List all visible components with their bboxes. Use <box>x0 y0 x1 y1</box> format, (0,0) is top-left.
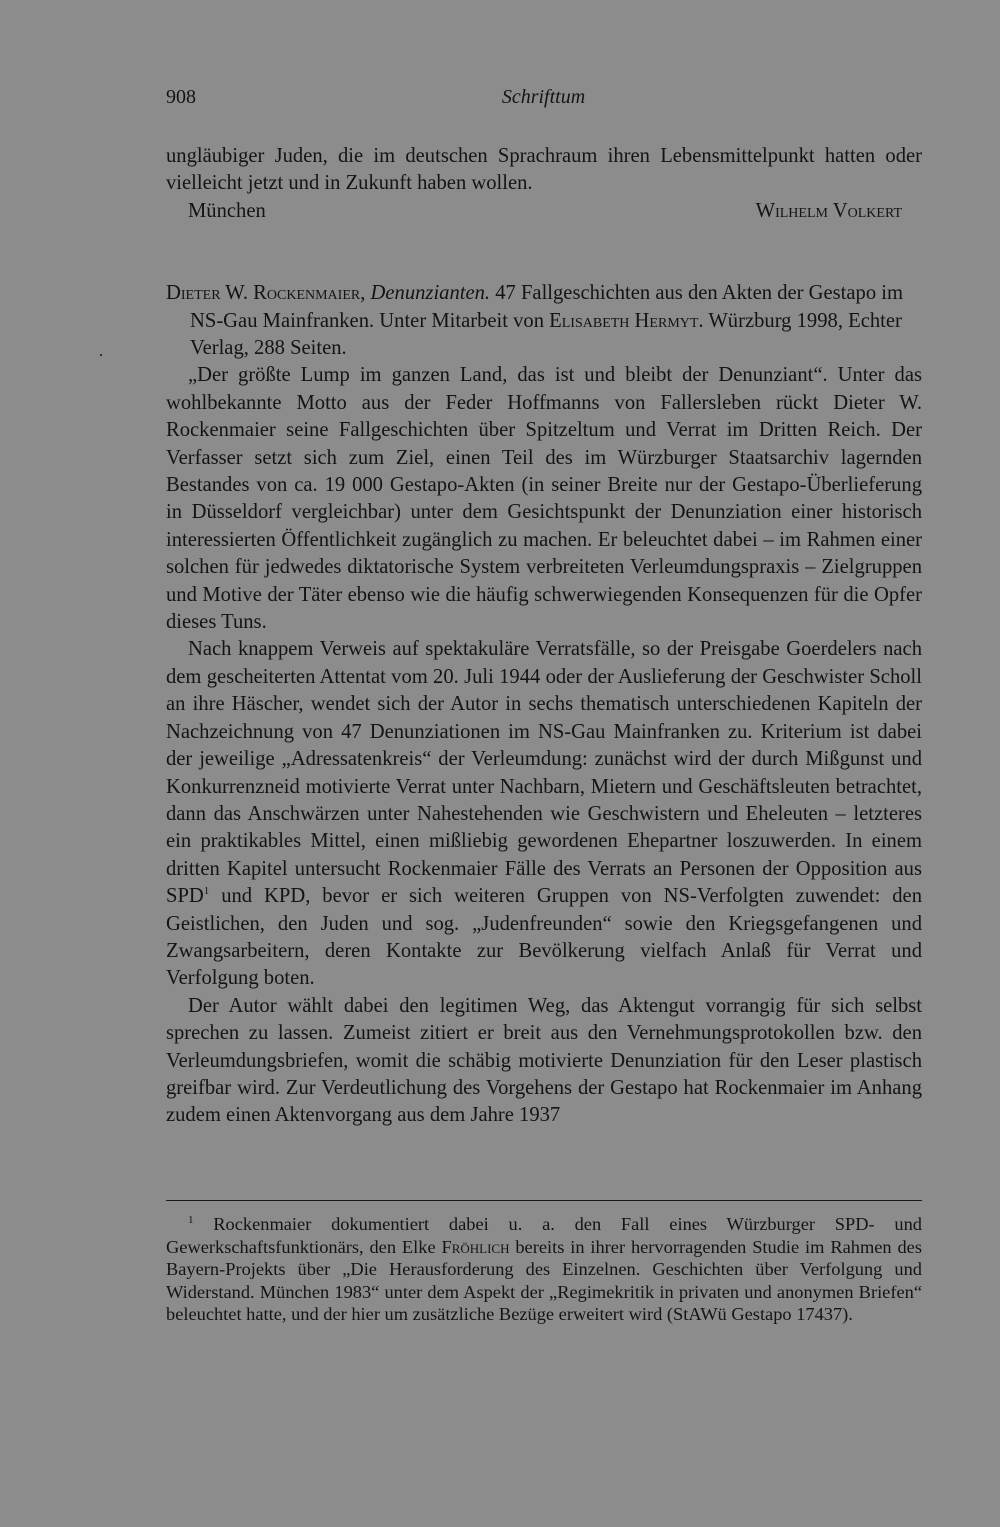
paragraph-2-part-2: und KPD, bevor er sich weiteren Gruppen von NS-Verfolgten zuwendet: den Geistlichen, den Juden und sog. „Judenfreunden“ sowie den Kriegsgefangenen und Zwangsarbeitern, deren Kontakte zur Bevölkerung vielfach Anlaß für Verrat und Verfolgung boten. <box>166 885 922 990</box>
previous-review-ending: ungläubiger Juden, die im deutschen Sprachraum ihren Lebensmittelpunkt hatten oder vielleicht jetzt und in Zukunft haben wollen. <box>166 145 922 195</box>
footnote <box>166 1213 922 1326</box>
signature-reviewer: Wilhelm Volkert <box>755 199 902 222</box>
main-text <box>166 143 922 1130</box>
footnote-mark: 1 <box>188 1213 194 1226</box>
book-author: Dieter W. Rockenmaier, <box>166 282 366 305</box>
footnote-text-1: Rockenmaier dokumentiert dabei u. a. den Fall eines Würzburger SPD- und Gewerkschaftsfunktionärs, den Elke <box>166 1214 922 1257</box>
review-signature <box>166 198 922 225</box>
book-title: Denunzianten. <box>370 282 491 305</box>
running-header <box>166 86 921 116</box>
paragraph-2 <box>166 636 922 992</box>
paragraph-1: „Der größte Lump im ganzen Land, das ist und bleibt der Denunziant“. Unter das wohlbekannte Motto aus der Feder Hoffmanns von Fallersleben rückt Dieter W. Rockenmaier seine Fallgeschichten über Spitzeltum und Verrat im Dritten Reich. Der Verfasser setzt sich zum Ziel, einen Teil des im Würzburger Staatsarchiv lagernden Bestandes von ca. 19 000 Gestapo-Akten (in seiner Breite nur der Gestapo-Überlieferung in Düsseldorf vergleichbar) unter dem Gesichtspunkt der Denunziation einer historisch interessierten Öffentlichkeit zugänglich zu machen. Er beleuchtet dabei – im Rahmen einer solchen für jedwedes diktatorische System verbreiteten Verleumdungspraxis – Zielgruppen und Motive der Täter ebenso wie die häufig schwerwiegenden Konsequenzen für die Opfer dieses Tuns. <box>166 364 922 634</box>
page-number: 908 <box>166 86 196 108</box>
footnote-name: Fröhlich <box>441 1236 510 1257</box>
section-title: Schrifttum <box>501 86 586 108</box>
footnote-text-2: bereits in ihrer hervorragenden Studie im Rahmen des Bayern-Projekts über „Die Herausforderung des Einzelnen. Geschichten über Verfolgung und Widerstand. München 1983“ unter dem Aspekt der „Regimekritik in privaten und anonymen Briefen“ beleuchtet hatte, und der hier um zusätzliche Bezüge erweitert wird (StAWü Gestapo 17437). <box>166 1236 922 1324</box>
book-publication: Würzburg 1998, Echter Verlag, 288 Seiten. <box>190 309 902 360</box>
bibliographic-entry <box>166 280 922 362</box>
paragraph-3: Der Autor wählt dabei den legitimen Weg, das Aktengut vorrangig für sich selbst sprechen zu lassen. Zumeist zitiert er breit aus den Vernehmungsprotokollen bzw. den Verleumdungsbriefen, womit die schäbig motivierte Denunziation für den Leser plastisch greifbar wird. Zur Verdeutlichung des Vorgehens der Gestapo hat Rockenmaier im Anhang zudem einen Aktenvorgang aus dem Jahre 1937 <box>166 994 922 1127</box>
book-subtitle: 47 Fallgeschichten aus den Akten der Gestapo im NS-Gau Mainfranken. Unter Mitarbeit von <box>190 282 904 332</box>
footnote-rule <box>166 1200 922 1201</box>
paragraph-2-part-1: Nach knappem Verweis auf spektakuläre Verratsfälle, so der Preisgabe Goerdelers nach dem gescheiterten Attentat vom 20. Juli 1944 oder der Auslieferung der Geschwister Scholl an ihre Häscher, wendet sich der Autor in sechs thematisch unterschiedenen Kapiteln der Nachzeichnung von 47 Denunziationen im NS-Gau Mainfranken zu. Kriterium ist dabei der jeweilige „Adressatenkreis“ der Verleumdung: zunächst wird der durch Mißgunst und Konkurrenzneid motivierte Verrat unter Nachbarn, Mietern und Geschäftsleuten betrachtet, dann das Anschwärzen unter Nahestehenden wie Geschwistern und Eheleuten – letzteres ein praktikables Mittel, einen mißliebig gewordenen Ehepartner loszuwerden. In einem dritten Kapitel untersucht Rockenmaier Fälle des Verrats an Personen der Opposition aus SPD <box>166 638 922 908</box>
book-collaborator: Elisabeth Hermyt. <box>549 309 704 332</box>
signature-place: München <box>188 199 266 222</box>
footnote-reference: 1 <box>203 885 210 898</box>
scan-speck <box>100 354 102 356</box>
